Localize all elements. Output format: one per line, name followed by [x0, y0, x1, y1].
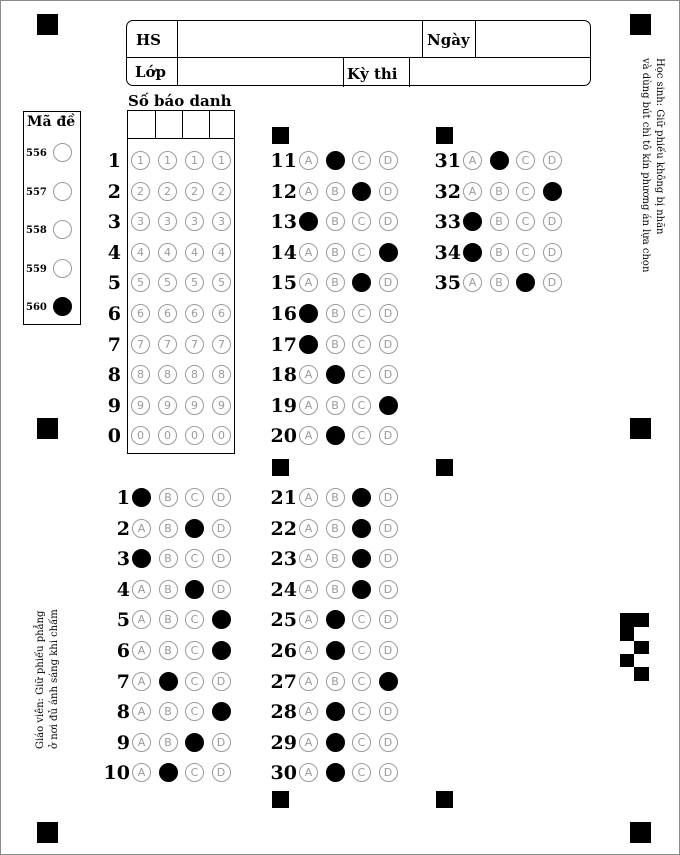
- block-marker: [272, 791, 289, 808]
- answer-bubble-a[interactable]: A: [463, 273, 482, 292]
- student-id-bubble[interactable]: 0: [158, 426, 177, 445]
- answer-bubble-b[interactable]: B: [159, 610, 178, 629]
- student-id-bubble[interactable]: 4: [158, 243, 177, 262]
- answer-bubble-a[interactable]: A: [132, 641, 151, 660]
- answer-bubble-c[interactable]: C: [352, 702, 371, 721]
- answer-bubble-b[interactable]: B: [159, 488, 178, 507]
- student-id-bubble[interactable]: 1: [185, 151, 204, 170]
- student-id-digit-label: 6: [107, 303, 121, 325]
- answer-bubble-d[interactable]: D: [543, 243, 562, 262]
- answer-bubble-a[interactable]: A: [299, 733, 318, 752]
- answer-bubble-a[interactable]: A: [299, 243, 318, 262]
- student-id-bubble[interactable]: 8: [212, 365, 231, 384]
- answer-bubble-d[interactable]: D: [379, 365, 398, 384]
- answer-bubble-a[interactable]: A: [132, 733, 151, 752]
- question-number: 16: [270, 303, 297, 325]
- student-id-bubble[interactable]: 9: [131, 396, 150, 415]
- answer-bubble-d[interactable]: D: [379, 335, 398, 354]
- answer-bubble-b[interactable]: B: [326, 335, 345, 354]
- answer-bubble-c[interactable]: C: [185, 733, 204, 752]
- student-id-digit-label: 0: [107, 425, 121, 448]
- question-number: 23: [270, 548, 297, 571]
- question-number: 33: [434, 211, 461, 234]
- student-id-digit-label: 3: [107, 211, 121, 234]
- registration-marker: [630, 418, 651, 439]
- student-id-bubble[interactable]: 4: [131, 243, 150, 262]
- student-id-bubble[interactable]: 1: [212, 151, 231, 170]
- answer-bubble-c[interactable]: C: [185, 641, 204, 660]
- student-id-bubble[interactable]: 2: [212, 182, 231, 201]
- answer-bubble-b[interactable]: B: [326, 273, 345, 292]
- answer-bubble-b[interactable]: B: [326, 580, 345, 599]
- answer-bubble-b[interactable]: B: [326, 610, 345, 629]
- answer-bubble-d[interactable]: D: [543, 212, 562, 231]
- answer-bubble-d[interactable]: D: [212, 519, 231, 538]
- answer-bubble-a[interactable]: A: [299, 610, 318, 629]
- hs-field[interactable]: [179, 22, 421, 56]
- answer-bubble-b[interactable]: B: [326, 426, 345, 445]
- answer-bubble-a[interactable]: A: [299, 763, 318, 782]
- answer-bubble-a[interactable]: A: [299, 488, 318, 507]
- teacher-instructions: [34, 609, 62, 749]
- teacher-note-line1: Giáo viên: Giữ phiếu phẳng: [35, 610, 46, 749]
- answer-bubble-d[interactable]: D: [212, 641, 231, 660]
- question-number: 10: [103, 762, 130, 785]
- student-instructions: [638, 58, 666, 272]
- answer-bubble-c[interactable]: C: [352, 273, 371, 292]
- answer-bubble-a[interactable]: A: [299, 580, 318, 599]
- answer-bubble-b[interactable]: B: [326, 641, 345, 660]
- question-number: 11: [270, 150, 297, 172]
- block-marker: [272, 459, 289, 476]
- answer-bubble-b[interactable]: B: [159, 580, 178, 599]
- answer-bubble-c[interactable]: C: [185, 519, 204, 538]
- answer-bubble-b[interactable]: B: [326, 519, 345, 538]
- exam-code-bubble[interactable]: [53, 297, 72, 316]
- student-id-bubble[interactable]: 3: [185, 212, 204, 231]
- answer-bubble-a[interactable]: A: [299, 426, 318, 445]
- answer-bubble-a[interactable]: A: [299, 335, 318, 354]
- answer-bubble-c[interactable]: C: [352, 763, 371, 782]
- answer-bubble-d[interactable]: D: [379, 426, 398, 445]
- student-id-bubble[interactable]: 3: [158, 212, 177, 231]
- answer-bubble-d[interactable]: D: [212, 488, 231, 507]
- answer-bubble-c[interactable]: C: [352, 672, 371, 691]
- answer-bubble-a[interactable]: A: [299, 702, 318, 721]
- answer-bubble-d[interactable]: D: [379, 549, 398, 568]
- answer-bubble-c[interactable]: C: [516, 182, 535, 201]
- student-id-bubble[interactable]: 7: [131, 335, 150, 354]
- student-id-bubble[interactable]: 5: [131, 273, 150, 292]
- answer-bubble-a[interactable]: A: [463, 151, 482, 170]
- exam-code-label: 557: [26, 186, 47, 198]
- question-number: 8: [116, 701, 130, 724]
- answer-bubble-d[interactable]: D: [379, 273, 398, 292]
- answer-bubble-b[interactable]: B: [326, 733, 345, 752]
- student-id-bubble[interactable]: 2: [158, 182, 177, 201]
- registration-marker: [37, 14, 58, 35]
- student-info-box: [126, 20, 591, 86]
- answer-bubble-d[interactable]: D: [379, 151, 398, 170]
- answer-bubble-d[interactable]: D: [543, 182, 562, 201]
- answer-bubble-b[interactable]: B: [159, 763, 178, 782]
- question-number: 34: [434, 241, 461, 264]
- answer-bubble-b[interactable]: B: [159, 702, 178, 721]
- student-id-bubble[interactable]: 8: [185, 365, 204, 384]
- student-id-digit-label: 8: [107, 364, 121, 387]
- answer-bubble-d[interactable]: D: [379, 702, 398, 721]
- student-id-bubble[interactable]: 3: [212, 212, 231, 231]
- student-id-bubble[interactable]: 7: [212, 335, 231, 354]
- block-marker: [436, 127, 453, 144]
- answer-bubble-d[interactable]: D: [212, 549, 231, 568]
- question-number: 20: [270, 425, 297, 448]
- answer-bubble-c[interactable]: C: [352, 243, 371, 262]
- student-id-bubble[interactable]: 6: [185, 304, 204, 323]
- student-id-bubble[interactable]: 6: [212, 304, 231, 323]
- answer-bubble-a[interactable]: A: [132, 702, 151, 721]
- registration-marker: [630, 14, 651, 35]
- student-id-bubble[interactable]: 9: [158, 396, 177, 415]
- answer-bubble-c[interactable]: C: [352, 212, 371, 231]
- answer-bubble-d[interactable]: D: [212, 610, 231, 629]
- date-label: Ngày: [427, 31, 470, 49]
- answer-bubble-a[interactable]: A: [299, 672, 318, 691]
- answer-bubble-a[interactable]: A: [299, 273, 318, 292]
- answer-bubble-d[interactable]: D: [379, 243, 398, 262]
- answer-bubble-d[interactable]: D: [543, 151, 562, 170]
- student-id-bubble[interactable]: 2: [185, 182, 204, 201]
- question-number: 27: [270, 670, 297, 693]
- answer-bubble-c[interactable]: C: [516, 212, 535, 231]
- student-id-digit-label: 5: [107, 272, 121, 295]
- answer-bubble-a[interactable]: A: [299, 182, 318, 201]
- exam-code-label: 556: [26, 148, 47, 159]
- exam-code-bubble[interactable]: [53, 220, 72, 239]
- question-number: 26: [270, 640, 297, 662]
- question-number: 21: [270, 487, 297, 509]
- question-number: 9: [116, 731, 130, 754]
- answer-bubble-d[interactable]: D: [379, 396, 398, 415]
- answer-bubble-b[interactable]: B: [159, 672, 178, 691]
- student-id-digit-label: 7: [107, 333, 121, 356]
- answer-bubble-c[interactable]: C: [516, 243, 535, 262]
- answer-bubble-c[interactable]: C: [185, 549, 204, 568]
- answer-bubble-c[interactable]: C: [352, 610, 371, 629]
- answer-bubble-d[interactable]: D: [379, 304, 398, 323]
- answer-bubble-a[interactable]: A: [463, 182, 482, 201]
- student-id-bubble[interactable]: 9: [185, 396, 204, 415]
- answer-bubble-b[interactable]: B: [326, 702, 345, 721]
- answer-bubble-a[interactable]: A: [132, 519, 151, 538]
- student-id-bubble[interactable]: 4: [185, 243, 204, 262]
- question-number: 3: [116, 548, 130, 571]
- question-number: 22: [270, 517, 297, 540]
- student-id-bubble[interactable]: 0: [212, 426, 231, 445]
- answer-bubble-d[interactable]: D: [379, 763, 398, 782]
- hs-label: HS: [136, 31, 162, 49]
- answer-bubble-d[interactable]: D: [212, 763, 231, 782]
- class-field[interactable]: [179, 59, 341, 85]
- registration-marker: [37, 822, 58, 843]
- answer-bubble-c[interactable]: C: [185, 610, 204, 629]
- exam-label: Kỳ thi: [347, 65, 398, 83]
- answer-bubble-c[interactable]: C: [185, 702, 204, 721]
- answer-bubble-d[interactable]: D: [379, 488, 398, 507]
- answer-bubble-b[interactable]: B: [490, 212, 509, 231]
- answer-bubble-c[interactable]: C: [352, 426, 371, 445]
- answer-bubble-a[interactable]: A: [132, 549, 151, 568]
- question-number: 18: [270, 364, 297, 387]
- exam-code-label: 559: [26, 263, 47, 275]
- question-number: 4: [116, 578, 130, 601]
- exam-code-title: Mã đề: [27, 114, 76, 130]
- answer-bubble-c[interactable]: C: [352, 182, 371, 201]
- answer-bubble-b[interactable]: B: [326, 243, 345, 262]
- student-id-digit-label: 9: [107, 394, 121, 417]
- answer-bubble-a[interactable]: A: [132, 580, 151, 599]
- answer-bubble-a[interactable]: A: [463, 243, 482, 262]
- answer-bubble-a[interactable]: A: [299, 365, 318, 384]
- exam-code-bubble[interactable]: [53, 259, 72, 278]
- answer-bubble-a[interactable]: A: [299, 641, 318, 660]
- answer-bubble-d[interactable]: D: [543, 273, 562, 292]
- registration-marker: [630, 822, 651, 843]
- student-id-digit-label: 2: [107, 180, 121, 203]
- class-label: Lớp: [135, 63, 167, 81]
- answer-bubble-d[interactable]: D: [379, 519, 398, 538]
- answer-bubble-b[interactable]: B: [326, 488, 345, 507]
- exam-code-label: 558: [26, 225, 47, 236]
- answer-bubble-d[interactable]: D: [212, 733, 231, 752]
- question-number: 30: [270, 762, 297, 785]
- answer-bubble-d[interactable]: D: [379, 212, 398, 231]
- student-note-line2: và dùng bút chì tô kín phương án lựa chọn: [640, 58, 651, 273]
- answer-bubble-c[interactable]: C: [185, 763, 204, 782]
- answer-bubble-b[interactable]: B: [326, 304, 345, 323]
- question-number: 28: [270, 701, 297, 724]
- student-id-bubble[interactable]: 0: [131, 426, 150, 445]
- question-number: 7: [116, 670, 130, 693]
- answer-bubble-b[interactable]: B: [326, 396, 345, 415]
- answer-bubble-a[interactable]: A: [299, 151, 318, 170]
- student-id-bubble[interactable]: 8: [158, 365, 177, 384]
- answer-bubble-c[interactable]: C: [352, 151, 371, 170]
- answer-bubble-b[interactable]: B: [326, 212, 345, 231]
- answer-bubble-b[interactable]: B: [326, 672, 345, 691]
- answer-bubble-b[interactable]: B: [490, 182, 509, 201]
- block-marker: [272, 127, 289, 144]
- question-number: 12: [270, 180, 297, 203]
- student-id-bubble[interactable]: 6: [131, 304, 150, 323]
- answer-bubble-c[interactable]: C: [352, 549, 371, 568]
- question-number: 1: [116, 487, 130, 509]
- answer-bubble-c[interactable]: C: [352, 488, 371, 507]
- question-number: 32: [434, 180, 461, 203]
- student-id-bubble[interactable]: 9: [212, 396, 231, 415]
- student-id-bubble[interactable]: 7: [185, 335, 204, 354]
- answer-bubble-b[interactable]: B: [159, 733, 178, 752]
- student-note-line1: Học sinh: Giữ phiếu không bị nhăn: [654, 58, 665, 235]
- answer-bubble-a[interactable]: A: [299, 212, 318, 231]
- answer-bubble-c[interactable]: C: [352, 304, 371, 323]
- student-id-bubble[interactable]: 5: [185, 273, 204, 292]
- student-id-digit-label: 4: [107, 241, 121, 264]
- answer-bubble-a[interactable]: A: [463, 212, 482, 231]
- answer-bubble-a[interactable]: A: [299, 396, 318, 415]
- answer-bubble-c[interactable]: C: [352, 519, 371, 538]
- answer-bubble-a[interactable]: A: [299, 549, 318, 568]
- student-id-bubble[interactable]: 7: [158, 335, 177, 354]
- exam-code-box: [23, 111, 81, 325]
- student-id-bubble[interactable]: 5: [158, 273, 177, 292]
- answer-bubble-c[interactable]: C: [352, 733, 371, 752]
- answer-bubble-c[interactable]: C: [352, 365, 371, 384]
- answer-bubble-d[interactable]: D: [379, 182, 398, 201]
- question-number: 17: [270, 333, 297, 356]
- student-id-bubble[interactable]: 6: [158, 304, 177, 323]
- answer-bubble-b[interactable]: B: [490, 243, 509, 262]
- question-number: 2: [116, 517, 130, 540]
- question-number: 35: [434, 272, 461, 295]
- answer-bubble-c[interactable]: C: [516, 273, 535, 292]
- question-number: 31: [434, 150, 461, 172]
- answer-bubble-b[interactable]: B: [326, 182, 345, 201]
- answer-bubble-d[interactable]: D: [379, 641, 398, 660]
- answer-bubble-a[interactable]: A: [299, 304, 318, 323]
- exam-code-bubble[interactable]: [53, 182, 72, 201]
- answer-bubble-b[interactable]: B: [326, 763, 345, 782]
- answer-bubble-c[interactable]: C: [185, 672, 204, 691]
- student-id-bubble[interactable]: 1: [158, 151, 177, 170]
- answer-bubble-b[interactable]: B: [326, 549, 345, 568]
- answer-bubble-d[interactable]: D: [212, 672, 231, 691]
- question-number: 5: [116, 609, 130, 632]
- student-id-bubble[interactable]: 8: [131, 365, 150, 384]
- teacher-note-line2: ở nơi đủ ánh sáng khi chấm: [49, 609, 60, 749]
- answer-bubble-d[interactable]: D: [379, 733, 398, 752]
- exam-code-bubble[interactable]: [53, 143, 72, 162]
- answer-bubble-d[interactable]: D: [212, 702, 231, 721]
- answer-bubble-a[interactable]: A: [132, 610, 151, 629]
- answer-bubble-d[interactable]: D: [379, 580, 398, 599]
- question-number: 13: [270, 211, 297, 234]
- block-marker: [436, 459, 453, 476]
- answer-bubble-b[interactable]: B: [326, 365, 345, 384]
- student-id-digit-label: 1: [107, 150, 121, 172]
- question-number: 25: [270, 609, 297, 632]
- registration-marker: [37, 418, 58, 439]
- answer-bubble-b[interactable]: B: [159, 549, 178, 568]
- answer-bubble-a[interactable]: A: [299, 519, 318, 538]
- answer-bubble-b[interactable]: B: [490, 273, 509, 292]
- student-id-bubble[interactable]: 4: [212, 243, 231, 262]
- exam-code-label: 560: [26, 302, 47, 313]
- question-number: 6: [116, 640, 130, 662]
- exam-field[interactable]: [412, 59, 587, 85]
- question-number: 29: [270, 731, 297, 754]
- answer-bubble-a[interactable]: A: [132, 488, 151, 507]
- question-number: 14: [270, 241, 297, 264]
- student-id-title: Số báo danh: [128, 92, 232, 110]
- answer-bubble-a[interactable]: A: [132, 672, 151, 691]
- question-number: 19: [270, 394, 297, 417]
- answer-bubble-b[interactable]: B: [159, 641, 178, 660]
- answer-bubble-b[interactable]: B: [490, 151, 509, 170]
- student-id-bubble[interactable]: 1: [131, 151, 150, 170]
- student-id-bubble[interactable]: 2: [131, 182, 150, 201]
- answer-bubble-c[interactable]: C: [352, 396, 371, 415]
- student-id-bubble[interactable]: 5: [212, 273, 231, 292]
- date-field[interactable]: [477, 22, 587, 56]
- answer-bubble-a[interactable]: A: [132, 763, 151, 782]
- student-id-bubble[interactable]: 0: [185, 426, 204, 445]
- question-number: 24: [270, 578, 297, 601]
- answer-bubble-b[interactable]: B: [159, 519, 178, 538]
- answer-bubble-c[interactable]: C: [352, 580, 371, 599]
- student-id-bubble[interactable]: 3: [131, 212, 150, 231]
- answer-bubble-d[interactable]: D: [212, 580, 231, 599]
- answer-bubble-c[interactable]: C: [352, 335, 371, 354]
- answer-bubble-b[interactable]: B: [326, 151, 345, 170]
- answer-bubble-c[interactable]: C: [185, 488, 204, 507]
- answer-bubble-c[interactable]: C: [516, 151, 535, 170]
- answer-bubble-c[interactable]: C: [352, 641, 371, 660]
- answer-bubble-d[interactable]: D: [379, 610, 398, 629]
- question-number: 15: [270, 272, 297, 295]
- answer-bubble-d[interactable]: D: [379, 672, 398, 691]
- answer-bubble-c[interactable]: C: [185, 580, 204, 599]
- block-marker: [436, 791, 453, 808]
